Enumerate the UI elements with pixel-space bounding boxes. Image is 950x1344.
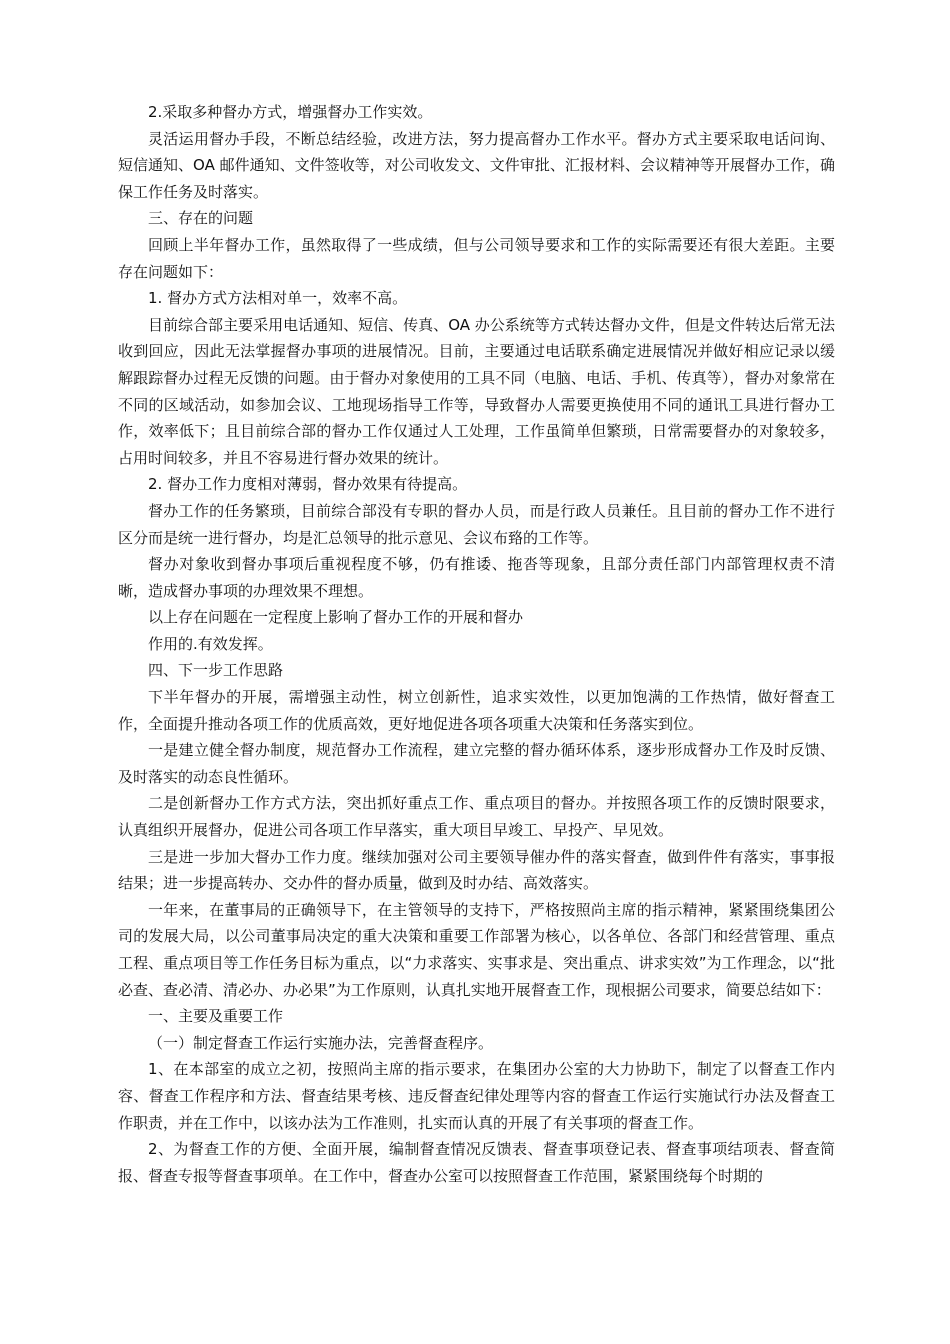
paragraph-17: 一年来，在董事局的正确领导下，在主管领导的支持下，严格按照尚主席的指示精神，紧紧围绕集团公司的发展大局，以公司董事局决定的重大决策和重要工作部署为核心，以各单位、各部门和经营管理、重点工程、重点项目等工作任务目标为重点，以“力求落实、实事求是、突出重点、讲求实效”为工作理念，以“批必查、查必清、清必办、办必果”为工作原则，认真扎实地开展督查工作，现根据公司要求，简要总结如下： [118, 900, 835, 999]
paragraph-20: 1、在本部室的成立之初，按照尚主席的指示要求，在集团办公室的大力协助下，制定了以督查工作内容、督查工作程序和方法、督查结果考核、违反督查纪律处理等内容的督查工作运行实施试行办法及督查工作职责，并在工作中，以该办法为工作准则，扎实而认真的开展了有关事项的督查工作。 [118, 1060, 835, 1132]
paragraph-9: 督办对象收到督办事项后重视程度不够，仍有推诿、拖沓等现象，且部分责任部门内部管理权责不清晰，造成督办事项的办理效果不理想。 [118, 555, 835, 600]
section-heading-next-steps: 四、下一步工作思路 [148, 661, 284, 680]
paragraph-14: 一是建立健全督办制度，规范督办工作流程，建立完整的督办循环体系，逐步形成督办工作及时反馈、及时落实的动态良性循环。 [118, 741, 835, 786]
subheading-supervision-rules: （一）制定督查工作运行实施办法，完善督查程序。 [148, 1033, 494, 1052]
paragraph-6: 目前综合部主要采用电话通知、短信、传真、OA 办公系统等方式转达督办文件，但是文件转达后常无法收到回应，因此无法掌握督办事项的进展情况。目前，主要通过电话联系确定进展情况并做好相应记录以缓解跟踪督办过程无反馈的问题。由于督办对象使用的工具不同（电脑、电话、手机、传真等），督办对象常在不同的区域活动，如参加会议、工地现场指导工作等，导致督办人需要更换使用不同的通讯工具进行督办工作，效率低下；且目前综合部的督办工作仅通过人工处理，工作虽简单但繁琐，日常需要督办的对象较多，占用时间较多，并且不容易进行督办效果的统计。 [118, 315, 835, 467]
paragraph-4: 回顾上半年督办工作，虽然取得了一些成绩，但与公司领导要求和工作的实际需要还有很大差距。主要存在问题如下： [118, 235, 835, 281]
paragraph-15: 二是创新督办工作方式方法，突出抓好重点工作、重点项目的督办。并按照各项工作的反馈时限要求，认真组织开展督办，促进公司各项工作早落实，重大项目早竣工、早投产、早见效。 [118, 794, 835, 840]
paragraph-11: 作用的.有效发挥。 [148, 634, 273, 653]
paragraph-1: 2.采取多种督办方式，增强督办工作实效。 [148, 103, 433, 121]
paragraph-8: 督办工作的任务繁琐，目前综合部没有专职的督办人员，而是行政人员兼任。且目前的督办工作不进行区分而是统一进行督办，均是汇总领导的批示意见、会议布臵的工作等。 [118, 501, 835, 547]
section-heading-main-work: 一、主要及重要工作 [148, 1007, 284, 1026]
paragraph-21: 2、为督查工作的方便、全面开展，编制督查情况反馈表、督查事项登记表、督查事项结项表、督查简报、督查专报等督查事项单。在工作中，督查办公室可以按照督查工作范围，紧紧围绕每个时期的 [118, 1140, 835, 1185]
subheading-2: 2. 督办工作力度相对薄弱，督办效果有待提高。 [148, 475, 468, 494]
paragraph-16: 三是进一步加大督办工作力度。继续加强对公司主要领导催办件的落实督查，做到件件有落实，事事报结果；进一步提高转办、交办件的督办质量，做到及时办结、高效落实。 [118, 847, 835, 893]
paragraph-10: 以上存在问题在一定程度上影响了督办工作的开展和督办 [148, 608, 524, 627]
document-body [118, 99, 835, 1189]
paragraph-13: 下半年督办的开展，需增强主动性，树立创新性，追求实效性，以更加饱满的工作热情，做好督查工作，全面提升推动各项工作的优质高效，更好地促进各项各项重大决策和任务落实到位。 [118, 688, 835, 733]
subheading-1: 1. 督办方式方法相对单一，效率不高。 [148, 289, 408, 308]
paragraph-2: 灵活运用督办手段，不断总结经验，改进方法，努力提高督办工作水平。督办方式主要采取电话问询、短信通知、OA 邮件通知、文件签收等，对公司收发文、文件审批、汇报材料、会议精神等开展督办工作，确保工作任务及时落实。 [118, 129, 835, 201]
section-heading-problems: 三、存在的问题 [148, 209, 254, 228]
